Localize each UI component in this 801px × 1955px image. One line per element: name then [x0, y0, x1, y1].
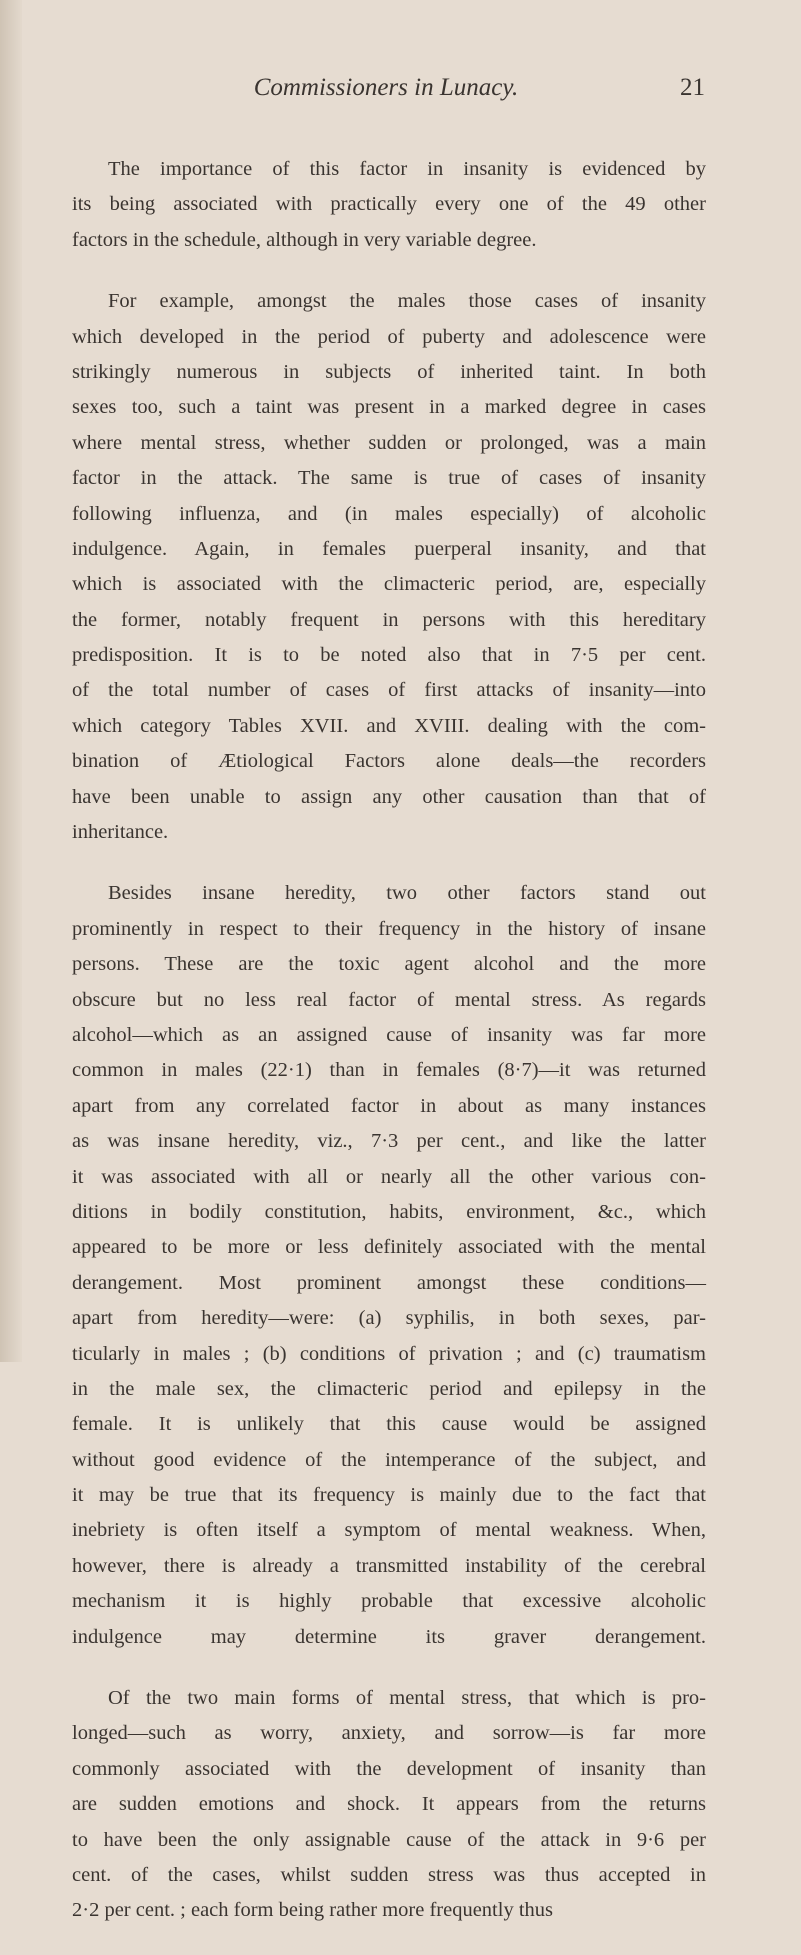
- paragraph: [72, 152, 706, 258]
- text-line: have been unable to assign any other causation than that of: [72, 785, 706, 808]
- text-line: where mental stress, whether sudden or prolonged, was a main: [72, 431, 706, 454]
- text-line: sexes too, such a taint was present in a marked degree in cases: [72, 396, 706, 419]
- text-line: commonly associated with the development of insanity than: [72, 1757, 706, 1780]
- text-line: longed—such as worry, anxiety, and sorrow—is far more: [72, 1722, 706, 1745]
- text-line: factor in the attack. The same is true of cases of insanity: [72, 467, 706, 490]
- text-line: which is associated with the climacteric period, are, especially: [72, 573, 706, 596]
- text-line: to have been the only assignable cause of the attack in 9·6 per: [72, 1828, 706, 1851]
- text-line: apart from any correlated factor in about as many instances: [72, 1094, 706, 1117]
- text-line: factors in the schedule, although in very variable degree.: [72, 228, 537, 251]
- text-line: in the male sex, the climacteric period and epilepsy in the: [72, 1377, 706, 1400]
- text-line: For example, amongst the males those cases of insanity: [108, 290, 706, 313]
- text-line: derangement. Most prominent amongst these conditions—: [72, 1271, 706, 1294]
- text-line: which category Tables XVII. and XVIII. dealing with the com-: [72, 714, 706, 737]
- text-line: common in males (22·1) than in females (8·7)—it was returned: [72, 1059, 706, 1082]
- text-line: apart from heredity—were: (a) syphilis, in both sexes, par-: [72, 1307, 706, 1330]
- running-header: [0, 74, 801, 110]
- text-line: prominently in respect to their frequency in the history of insane: [72, 917, 706, 940]
- text-line: bination of Ætiological Factors alone deals—the recorders: [72, 750, 706, 773]
- text-line: it was associated with all or nearly all the other various con-: [72, 1165, 706, 1188]
- text-line: are sudden emotions and shock. It appears from the returns: [72, 1793, 706, 1816]
- paragraph: [72, 1681, 706, 1929]
- text-line: Of the two main forms of mental stress, that which is pro-: [108, 1687, 706, 1710]
- text-line: however, there is already a transmitted instability of the cerebral: [72, 1554, 706, 1577]
- text-line: strikingly numerous in subjects of inherited taint. In both: [72, 360, 706, 383]
- text-line: appeared to be more or less definitely associated with the mental: [72, 1236, 706, 1259]
- page-number: 21: [680, 74, 705, 101]
- text-line: which developed in the period of puberty and adolescence were: [72, 325, 706, 348]
- paragraph: [72, 284, 706, 850]
- text-line: alcohol—which as an assigned cause of insanity was far more: [72, 1023, 706, 1046]
- text-line: inheritance.: [72, 821, 169, 844]
- page-gutter-shadow: [0, 0, 22, 1362]
- text-line: 2·2 per cent. ; each form being rather more frequently thus: [72, 1899, 553, 1922]
- text-line: without good evidence of the intemperance of the subject, and: [72, 1448, 706, 1471]
- text-line: The importance of this factor in insanity is evidenced by: [108, 158, 706, 180]
- text-line: predisposition. It is to be noted also that in 7·5 per cent.: [72, 644, 706, 667]
- text-line: its being associated with practically every one of the 49 other: [72, 193, 706, 216]
- text-line: indulgence. Again, in females puerperal insanity, and that: [72, 537, 706, 560]
- text-line: ticularly in males ; (b) conditions of privation ; and (c) traumatism: [72, 1342, 706, 1365]
- text-line: ditions in bodily constitution, habits, environment, &c., which: [72, 1200, 706, 1223]
- text-line: mechanism it is highly probable that excessive alcoholic: [72, 1590, 706, 1613]
- page-body: [72, 152, 706, 1955]
- text-line: following influenza, and (in males especially) of alcoholic: [72, 502, 706, 525]
- running-title: Commissioners in Lunacy.: [253, 74, 519, 101]
- text-line: obscure but no less real factor of mental stress. As regards: [72, 988, 706, 1011]
- text-line: cent. of the cases, whilst sudden stress was thus accepted in: [72, 1863, 706, 1886]
- text-line: as was insane heredity, viz., 7·3 per cent., and like the latter: [72, 1130, 706, 1153]
- text-line: Besides insane heredity, two other factors stand out: [108, 882, 706, 905]
- text-line: inebriety is often itself a symptom of mental weakness. When,: [72, 1519, 706, 1542]
- text-line: indulgence may determine its graver derangement.: [72, 1625, 706, 1648]
- text-line: it may be true that its frequency is mainly due to the fact that: [72, 1484, 706, 1507]
- paragraph: [72, 876, 706, 1655]
- text-line: female. It is unlikely that this cause would be assigned: [72, 1413, 706, 1436]
- text-line: the former, notably frequent in persons with this hereditary: [72, 608, 706, 631]
- text-line: of the total number of cases of first attacks of insanity—into: [72, 679, 706, 702]
- text-line: persons. These are the toxic agent alcohol and the more: [72, 953, 706, 976]
